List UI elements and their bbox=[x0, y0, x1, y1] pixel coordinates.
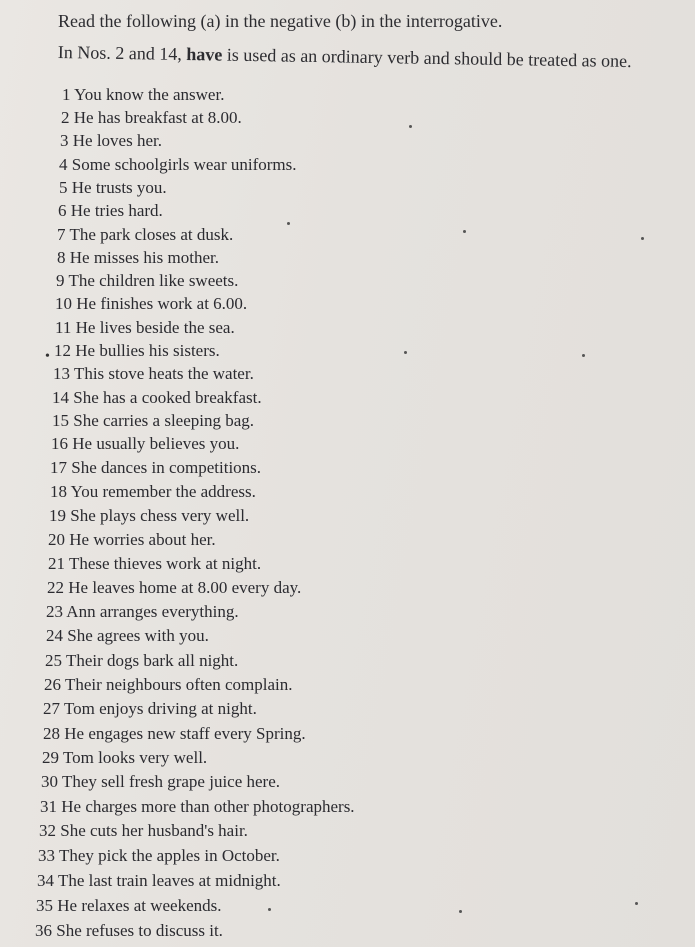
speck-dot bbox=[635, 902, 638, 905]
sentence-item: 8 He misses his mother. bbox=[57, 248, 219, 267]
speck-dot bbox=[404, 351, 407, 354]
sentence-item: 30 They sell fresh grape juice here. bbox=[41, 772, 281, 791]
speck-dot bbox=[268, 908, 271, 911]
sentence-item: 29 Tom looks very well. bbox=[42, 748, 208, 767]
sentence-item: 4 Some schoolgirls wear uniforms. bbox=[59, 155, 297, 174]
speck-dot bbox=[463, 230, 466, 233]
sentence-item: 12 He bullies his sisters. bbox=[54, 341, 220, 360]
sentence-item: 25 Their dogs bark all night. bbox=[45, 651, 239, 670]
instruction-line-2-start: In Nos. 2 and 14, bbox=[57, 41, 187, 65]
sentence-item: 14 She has a cooked breakfast. bbox=[52, 388, 262, 407]
sentence-item: 28 He engages new staff every Spring. bbox=[43, 724, 306, 743]
sentence-item: 3 He loves her. bbox=[60, 131, 162, 150]
sentence-item: 31 He charges more than other photographers. bbox=[40, 797, 355, 816]
sentence-item: 32 She cuts her husband's hair. bbox=[39, 821, 248, 840]
speck-dot bbox=[409, 125, 412, 128]
sentence-item: 9 The children like sweets. bbox=[56, 271, 239, 290]
speck-dot bbox=[582, 354, 585, 357]
sentence-item: 35 He relaxes at weekends. bbox=[36, 896, 222, 915]
sentence-item: 36 She refuses to discuss it. bbox=[35, 921, 223, 940]
sentence-item: 20 He worries about her. bbox=[48, 530, 216, 549]
sentence-item: 27 Tom enjoys driving at night. bbox=[43, 699, 257, 718]
bullet-mark: • bbox=[45, 349, 50, 364]
sentence-item: 17 She dances in competitions. bbox=[50, 458, 262, 477]
sentence-item: 5 He trusts you. bbox=[59, 178, 167, 197]
sentence-item: 13 This stove heats the water. bbox=[53, 364, 254, 383]
sentence-item: 15 She carries a sleeping bag. bbox=[52, 411, 255, 430]
speck-dot bbox=[459, 910, 462, 913]
instruction-line-2-end: is used as an ordinary verb and should be treated as one. bbox=[222, 44, 632, 72]
sentence-item: 34 The last train leaves at midnight. bbox=[37, 871, 281, 890]
sentence-item: 23 Ann arranges everything. bbox=[46, 602, 239, 621]
sentence-item: 19 She plays chess very well. bbox=[49, 506, 250, 525]
sentence-item: 7 The park closes at dusk. bbox=[57, 225, 234, 244]
sentence-item: 16 He usually believes you. bbox=[51, 434, 240, 453]
instruction-keyword-have: have bbox=[186, 44, 223, 65]
sentence-item: 11 He lives beside the sea. bbox=[55, 318, 235, 337]
sentence-item: 6 He tries hard. bbox=[58, 201, 163, 220]
sentence-item: 1 You know the answer. bbox=[62, 85, 225, 104]
sentence-item: 18 You remember the address. bbox=[50, 482, 256, 501]
instruction-line-1: Read the following (a) in the negative (b) in the interrogative. bbox=[58, 11, 503, 31]
sentence-item: 24 She agrees with you. bbox=[46, 626, 209, 645]
sentence-item: 10 He finishes work at 6.00. bbox=[55, 294, 248, 313]
instruction-line-2 bbox=[58, 41, 688, 73]
sentence-item: 2 He has breakfast at 8.00. bbox=[61, 108, 242, 127]
sentence-item: 33 They pick the apples in October. bbox=[38, 846, 280, 865]
sentence-item: 26 Their neighbours often complain. bbox=[44, 675, 293, 694]
speck-dot bbox=[641, 237, 644, 240]
sentence-item: 21 These thieves work at night. bbox=[48, 554, 262, 573]
speck-dot bbox=[287, 222, 290, 225]
sentence-item: 22 He leaves home at 8.00 every day. bbox=[47, 578, 302, 597]
